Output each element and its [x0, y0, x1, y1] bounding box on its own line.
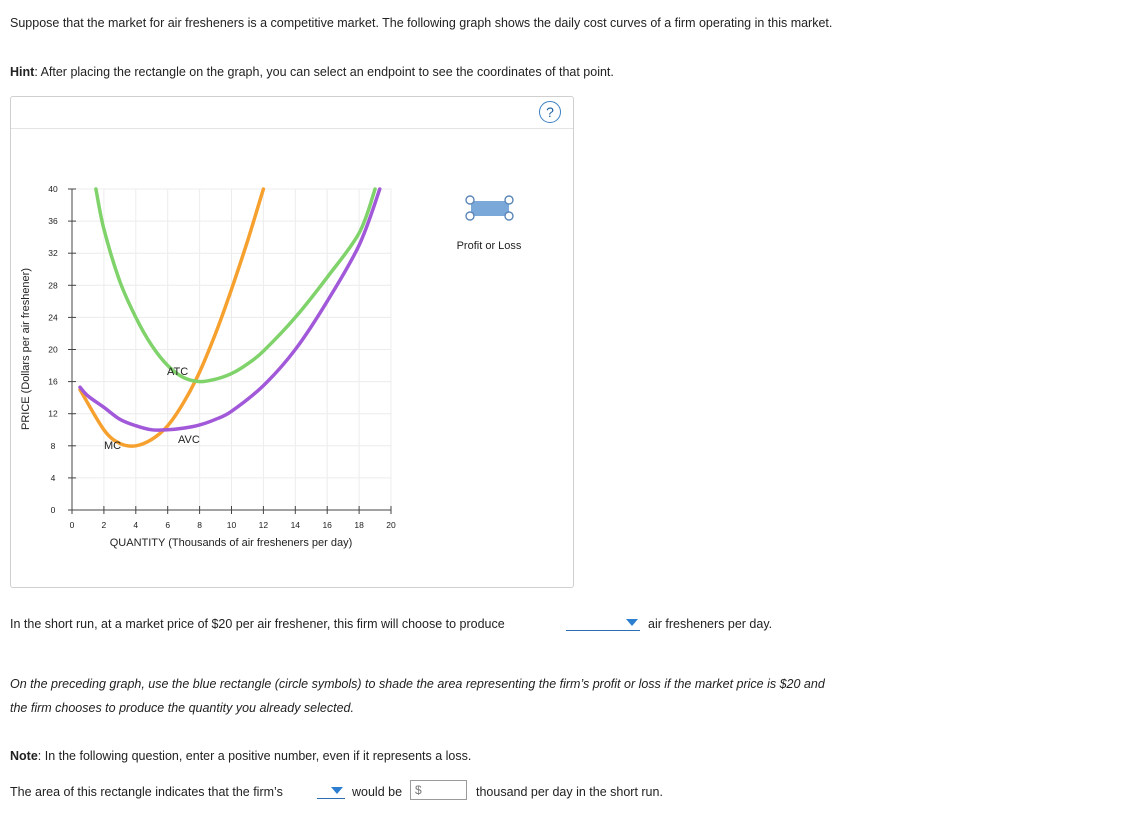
amount-field[interactable] — [410, 780, 467, 800]
question2-suffix: thousand per day in the short run. — [476, 785, 663, 799]
rectangle-handle-icon[interactable] — [505, 196, 513, 204]
profit-or-loss-rectangle-tool[interactable] — [466, 196, 513, 220]
x-tick-label: 2 — [101, 520, 107, 530]
rectangle-handle-icon[interactable] — [466, 196, 474, 204]
intro-text: Suppose that the market for air fresheners is a competitive market. The following graph shows the daily cost curves of a firm operating in this market. — [10, 16, 833, 30]
y-tick-label: 24 — [48, 312, 58, 323]
y-tick-label: 12 — [48, 408, 58, 419]
help-icon[interactable]: ? — [539, 101, 561, 123]
y-tick-label: 28 — [48, 280, 58, 291]
rectangle-handle-icon[interactable] — [466, 212, 474, 220]
graph-panel — [10, 96, 574, 588]
quantity-dropdown[interactable] — [566, 614, 640, 631]
x-tick-label: 14 — [290, 520, 301, 530]
x-tick-label: 4 — [133, 520, 139, 530]
mc-label: MC — [104, 440, 122, 452]
profit-or-loss-label: Profit or Loss — [456, 240, 522, 252]
question1-suffix: air fresheners per day. — [648, 617, 773, 631]
x-tick-label: 6 — [165, 520, 171, 530]
x-tick-label: 20 — [386, 520, 396, 530]
y-tick-label: 8 — [50, 440, 56, 451]
note-label: Note — [10, 749, 38, 763]
profit-loss-dropdown[interactable] — [317, 782, 345, 799]
x-tick-label: 10 — [226, 520, 237, 530]
hint-body: : After placing the rectangle on the graph, you can select an endpoint to see the coordinates of that point. — [34, 65, 614, 79]
x-tick-label: 16 — [322, 520, 332, 530]
x-tick-label: 8 — [197, 520, 202, 530]
dropdown-caret-icon — [331, 787, 343, 794]
x-axis-label: QUANTITY (Thousands of air fresheners per day) — [109, 537, 353, 549]
grid-layer — [72, 189, 391, 510]
note-body: : In the following question, enter a positive number, even if it represents a loss. — [37, 749, 472, 763]
atc-label: ATC — [167, 366, 189, 378]
dropdown-caret-icon — [626, 619, 638, 626]
y-tick-label: 4 — [50, 472, 56, 483]
y-axis-label: PRICE (Dollars per air freshener) — [20, 268, 32, 430]
amount-input[interactable] — [425, 781, 465, 798]
instructions-line2: the firm chooses to produce the quantity you already selected. — [10, 701, 354, 715]
rectangle-handle-icon[interactable] — [505, 212, 513, 220]
currency-symbol: $ — [415, 783, 422, 797]
question2-middle: would be — [352, 785, 403, 799]
y-tick-label: 32 — [48, 248, 58, 259]
question1-prefix: In the short run, at a market price of $20 per air freshener, this firm will choose to produce — [10, 617, 505, 631]
y-tick-label: 20 — [48, 344, 58, 355]
note-text — [10, 749, 471, 763]
x-tick-label: 18 — [354, 520, 364, 530]
cost-curves-graph — [11, 97, 573, 587]
y-tick-label: 16 — [48, 376, 58, 387]
avc-label: AVC — [178, 434, 200, 446]
x-tick-label: 12 — [258, 520, 269, 530]
y-tick-label: 36 — [48, 216, 58, 227]
question2-prefix: The area of this rectangle indicates that the firm’s — [10, 785, 283, 799]
hint-text — [10, 65, 614, 79]
y-tick-label: 0 — [50, 505, 56, 515]
hint-label: Hint — [10, 65, 35, 79]
x-tick-label: 0 — [69, 520, 75, 530]
avc-curve — [80, 189, 380, 430]
rectangle-swatch[interactable] — [471, 201, 509, 216]
y-tick-label: 40 — [48, 184, 58, 194]
instructions-line1: On the preceding graph, use the blue rectangle (circle symbols) to shade the area representing the firm’s profit or loss if the market price is $20 and — [10, 677, 825, 691]
